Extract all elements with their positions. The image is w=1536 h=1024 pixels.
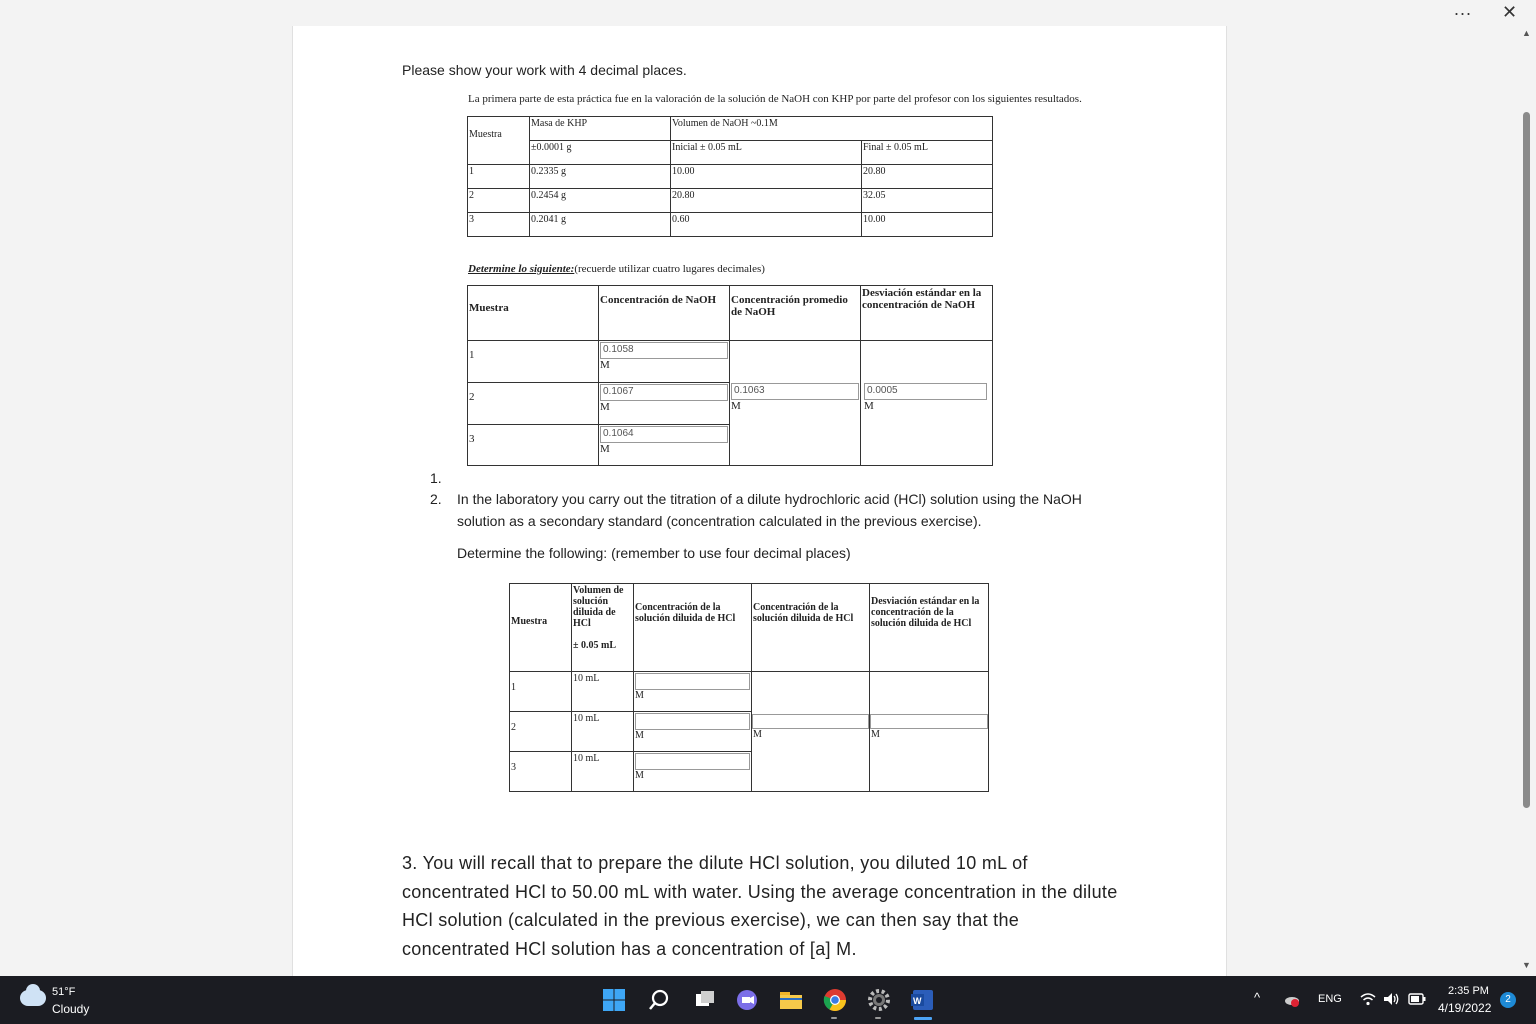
settings-running-indicator (875, 1017, 881, 1019)
cloud-icon[interactable] (20, 990, 46, 1006)
table-cell: 10.00 (671, 165, 862, 189)
table-cell: 0.2335 g (530, 165, 671, 189)
table1-header-masa-unc: ±0.0001 g (530, 141, 671, 165)
table-cell: 0.2454 g (530, 189, 671, 213)
table1-header-inicial: Inicial ± 0.05 mL (671, 141, 862, 165)
table-cell: 3 (468, 425, 599, 466)
table1-header-volumen: Volumen de NaOH ~0.1M (671, 117, 993, 141)
intro-text: Please show your work with 4 decimal places. (402, 62, 687, 78)
chat-icon[interactable] (735, 988, 759, 1012)
table3-header-conc: Concentración de la solución diluida de HCl (634, 584, 752, 672)
wifi-icon[interactable] (1360, 992, 1376, 1006)
unit-label: M (635, 730, 644, 741)
table3-header-muestra: Muestra (510, 584, 572, 672)
unit-label: M (731, 400, 741, 412)
table-cell: 2 (468, 189, 530, 213)
scrollbar-thumb[interactable] (1523, 112, 1530, 808)
settings-gear-icon[interactable] (867, 988, 891, 1012)
unit-label: M (635, 770, 644, 781)
notification-badge[interactable]: 2 (1500, 992, 1516, 1008)
q2-number: 2. (430, 491, 442, 507)
table-row (468, 213, 993, 237)
clock-time[interactable]: 2:35 PM (1448, 985, 1489, 997)
table2-caption-bold: Determine lo siguiente: (468, 263, 575, 275)
unit-label: M (753, 729, 762, 740)
table-cell: 10 mL (572, 752, 634, 792)
weather-condition[interactable]: Cloudy (52, 1002, 90, 1016)
table-cell: 0.2041 g (530, 213, 671, 237)
table1-header-muestra: Muestra (468, 117, 530, 165)
table-cell: 1 (510, 672, 572, 712)
table-cell: 32.05 (862, 189, 993, 213)
taskbar (0, 976, 1536, 1024)
table2-header-prom: Concentración promedio de NaOH (730, 286, 861, 341)
table-cell: 3 (468, 213, 530, 237)
table1-header-final: Final ± 0.05 mL (862, 141, 993, 165)
search-icon[interactable] (647, 988, 671, 1012)
hcl-concentration-table (509, 583, 989, 792)
table-row (468, 189, 993, 213)
table3-header-desv: Desviación estándar en la concentración de la solución diluida de HCl (870, 584, 989, 672)
show-hidden-icons-chevron-icon[interactable]: ^ (1254, 990, 1261, 1005)
table-cell: 10 mL (572, 672, 634, 712)
unit-label: M (635, 690, 644, 701)
naoh-conc-input-2[interactable]: 0.1067 (600, 384, 728, 401)
unit-label: M (871, 729, 880, 740)
naoh-conc-input-3[interactable]: 0.1064 (600, 426, 728, 443)
unit-label: M (600, 443, 610, 455)
windows-start-icon[interactable] (602, 988, 626, 1012)
hcl-conc-input-3[interactable] (635, 753, 750, 770)
file-explorer-icon[interactable] (779, 988, 803, 1012)
naoh-stdev-input[interactable]: 0.0005 (864, 383, 987, 400)
table-cell: 1 (468, 165, 530, 189)
hcl-stdev-input[interactable] (870, 714, 988, 729)
more-options-button[interactable]: ... (1454, 0, 1473, 19)
table-cell: 2 (468, 383, 599, 425)
clock-date[interactable]: 4/19/2022 (1438, 1001, 1492, 1015)
hcl-avg-input[interactable] (752, 714, 869, 729)
question-2 (430, 488, 1130, 532)
table-cell: 10.00 (862, 213, 993, 237)
naoh-avg-input[interactable]: 0.1063 (731, 383, 859, 400)
weather-temp[interactable]: 51°F (52, 986, 76, 998)
table-cell: 2 (510, 712, 572, 752)
table3-header-prom: Concentración de la solución diluida de HCl (752, 584, 870, 672)
onedrive-error-icon[interactable] (1284, 992, 1300, 1008)
chrome-icon[interactable] (823, 988, 847, 1012)
table2-caption (468, 263, 765, 275)
word-active-indicator (914, 1017, 932, 1020)
q2-determine-text: Determine the following: (remember to use four decimal places) (457, 545, 851, 561)
unit-label: M (600, 401, 610, 413)
unit-label: M (600, 359, 610, 371)
table-row (510, 672, 989, 712)
naoh-concentration-table (467, 285, 993, 466)
q2-text: In the laboratory you carry out the titration of a dilute hydrochloric acid (HCl) solution using the NaOH solution as a secondary standard (concentration calculated in the previous exercise). (457, 491, 1082, 529)
table2-header-desv: Desviación estándar en la concentración de NaOH (861, 286, 993, 341)
table3-header-vol-label: Volumen de solución diluida de HCl (573, 585, 624, 629)
unit-label: M (864, 400, 874, 412)
svg-text:W: W (913, 996, 922, 1006)
q1-number: 1. (430, 470, 442, 486)
table-cell: 3 (510, 752, 572, 792)
word-icon[interactable] (911, 988, 935, 1012)
battery-icon[interactable] (1408, 993, 1426, 1005)
table2-header-muestra: Muestra (468, 286, 599, 341)
table-row (468, 341, 993, 383)
table1-header-masa: Masa de KHP (530, 117, 671, 141)
table-cell: 20.80 (862, 165, 993, 189)
table3-header-vol (572, 584, 634, 672)
naoh-conc-input-1[interactable]: 0.1058 (600, 342, 728, 359)
volume-icon[interactable] (1383, 992, 1401, 1006)
table-row (468, 165, 993, 189)
close-button[interactable]: ✕ (1502, 2, 1518, 22)
hcl-conc-input-1[interactable] (635, 673, 750, 690)
table-cell: 20.80 (671, 189, 862, 213)
task-view-icon[interactable] (693, 988, 717, 1012)
table2-caption-rest: (recuerde utilizar cuatro lugares decimales) (574, 263, 765, 275)
table-cell: 10 mL (572, 712, 634, 752)
chrome-running-indicator (831, 1017, 837, 1019)
hcl-conc-input-2[interactable] (635, 713, 750, 730)
table-cell: 0.60 (671, 213, 862, 237)
language-indicator[interactable]: ENG (1318, 993, 1342, 1005)
scroll-down-arrow-icon[interactable]: ▼ (1522, 960, 1531, 970)
table2-header-conc: Concentración de NaOH (599, 286, 730, 341)
scroll-up-arrow-icon[interactable]: ▲ (1522, 28, 1531, 38)
table1-caption: La primera parte de esta práctica fue en la valoración de la solución de NaOH con KHP por parte del profesor con los siguientes resultados. (468, 93, 1082, 105)
question-3-text: 3. You will recall that to prepare the dilute HCl solution, you diluted 10 mL of concentrated HCl to 50.00 mL with water. Using the average concentration in the dilute HCl solution (calculated in the previous exercise), we can then say that the concentrated HCl solution has a concentration of [a] M. (402, 853, 1118, 959)
table3-header-vol-unc: ± 0.05 mL (573, 640, 616, 651)
khp-results-table (467, 116, 993, 237)
table-cell: 1 (468, 341, 599, 383)
